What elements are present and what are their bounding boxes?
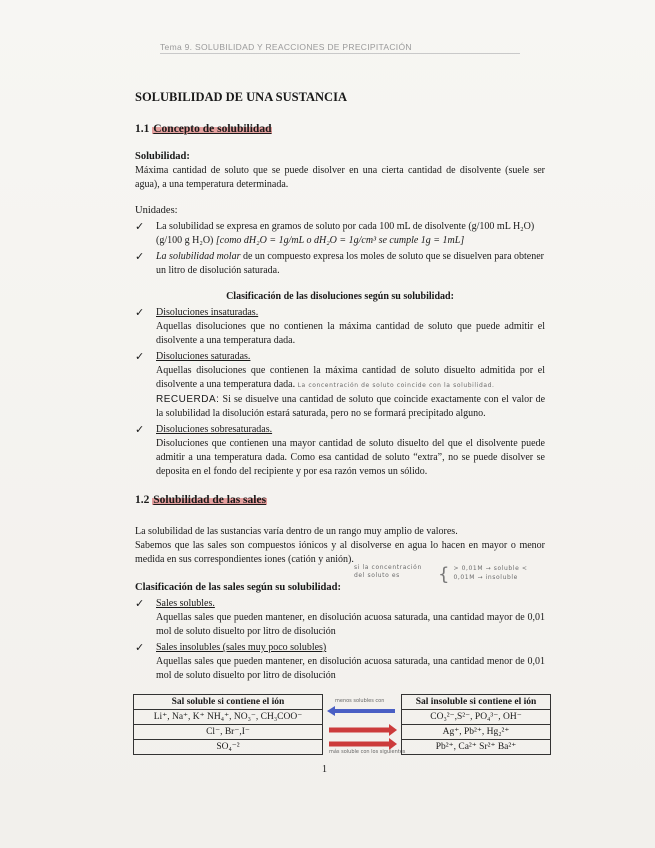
- insoluble-salts-table: [401, 694, 551, 755]
- check-icon: ✓: [135, 597, 145, 610]
- handwritten-note: La concentración de soluto coincide con la solubilidad.: [297, 382, 495, 389]
- class-item-insolubles: ✓ Sales insolubles (sales muy poco solubles) Aquellas sales que pueden mantener, en disolución acuosa saturada, una cantidad menor de 0,01 mol de soluto disuelto por litro de disolución: [135, 641, 545, 681]
- check-icon: ✓: [135, 306, 145, 319]
- class-item-solubles: ✓ Sales solubles. Aquellas sales que pueden mantener, en disolución acuosa saturada, una cantidad mayor de 0,01 mol de soluto disuelto por litro de disolución: [135, 597, 545, 637]
- check-icon: ✓: [135, 350, 145, 363]
- check-icon: ✓: [135, 641, 145, 654]
- table-header: Sal insoluble si contiene el ión: [402, 695, 551, 710]
- class-item-insaturadas: ✓ Disoluciones insaturadas. Aquellas disoluciones que no contienen la máxima cantidad de soluto que puede admitir el disolvente a una temperatura dada.: [135, 306, 545, 346]
- table-cell: Cl⁻, Br⁻,I⁻: [134, 725, 323, 740]
- table-cell: SO₄⁻²: [134, 740, 323, 755]
- handwritten-margin-note: si la concentración del soluto es { > 0,01M → soluble < 0,01M → insoluble: [354, 564, 528, 585]
- arrow-annotations: menos solubles con más soluble con los siguientes: [325, 694, 399, 754]
- document-title: SOLUBILIDAD DE UNA SUSTANCIA: [135, 90, 347, 104]
- running-header: Tema 9. SOLUBILIDAD Y REACCIONES DE PRECIPITACIÓN: [160, 42, 520, 54]
- soluble-salts-table: [133, 694, 323, 755]
- salts-tables: [133, 694, 553, 754]
- class-item-saturadas: ✓ Disoluciones saturadas. Aquellas disoluciones que contienen la máxima cantidad de soluto disuelto admitida por el disolvente a una temperatura dada. La concentración de soluto coincide con la solubilidad. RECUERDA: Si se disuelve una cantidad de soluto que coincide exactamente con el valor de la solubilidad la disolución estará saturada, pero no se formará precipitado alguno.: [135, 350, 546, 419]
- document-content: [135, 90, 545, 685]
- check-icon: ✓: [135, 423, 145, 436]
- check-icon: ✓: [135, 220, 145, 233]
- table-cell: Ag⁺, Pb²⁺, Hg₂²⁺: [402, 725, 551, 740]
- solubilidad-definition: Solubilidad: Máxima cantidad de soluto que se puede disolver en una cierta cantidad de disolvente (suele ser agua), a una temperatura determinada.: [135, 151, 545, 190]
- table-cell: Pb²⁺, Ca²⁺ Sr²⁺ Ba²⁺: [402, 740, 551, 755]
- section-1-heading: 1.1 Concepto de solubilidad: [135, 123, 272, 135]
- unit-item-2: ✓ La solubilidad molar de un compuesto expresa los moles de soluto que se disuelven para obtener un litro de disolución saturada.: [135, 250, 544, 276]
- section-2-heading: 1.2 Solubilidad de las sales: [135, 494, 267, 506]
- classification-heading-2: Clasificación de las sales según su solubilidad:: [135, 582, 341, 593]
- unidades-block: Unidades: ✓ La solubilidad se expresa en gramos de soluto por cada 100 mL de disolvente (g/100 mL H₂O) (g/100 g H₂O) [como dH₂O = 1g/mL o dH₂O = 1g/cm³ se cumple 1g = 1mL] ✓ La solubilidad molar de un compuesto expresa los moles de soluto que se disuelven para obtener un litro de disolución saturada.: [135, 205, 544, 276]
- class-item-sobresaturadas: ✓ Disoluciones sobresaturadas. Disoluciones que contienen una mayor cantidad de soluto disuelto del que el disolvente puede admitir a una temperatura dada. Como esa cantidad de soluto “extra”, no se puede disolver se deposita en el fondo del recipiente y por esa razón vemos un sólido.: [135, 423, 545, 477]
- unit-item-1: ✓ La solubilidad se expresa en gramos de soluto por cada 100 mL de disolvente (g/100 mL H₂O) (g/100 g H₂O) [como dH₂O = 1g/mL o dH₂O = 1g/cm³ se cumple 1g = 1mL]: [135, 220, 535, 246]
- page-number: 1: [322, 764, 327, 775]
- table-cell: CO₃²⁻,S²⁻, PO₄³⁻, OH⁻: [402, 710, 551, 725]
- sales-intro: La solubilidad de las sustancias varía dentro de un rango muy amplio de valores. Sabemos que las sales son compuestos iónicos y al disolverse en agua lo hacen en mayor o menor medida en sus correspondientes iones (catión y anión).: [135, 526, 545, 565]
- brace-icon: {: [438, 564, 450, 585]
- check-icon: ✓: [135, 250, 145, 263]
- classification-heading-1: Clasificación de las disoluciones según su solubilidad:: [226, 291, 454, 302]
- table-header: Sal soluble si contiene el ión: [134, 695, 323, 710]
- table-cell: Li⁺, Na⁺, K⁺ NH₄⁺, NO₃⁻, CH₃COO⁻: [134, 710, 323, 725]
